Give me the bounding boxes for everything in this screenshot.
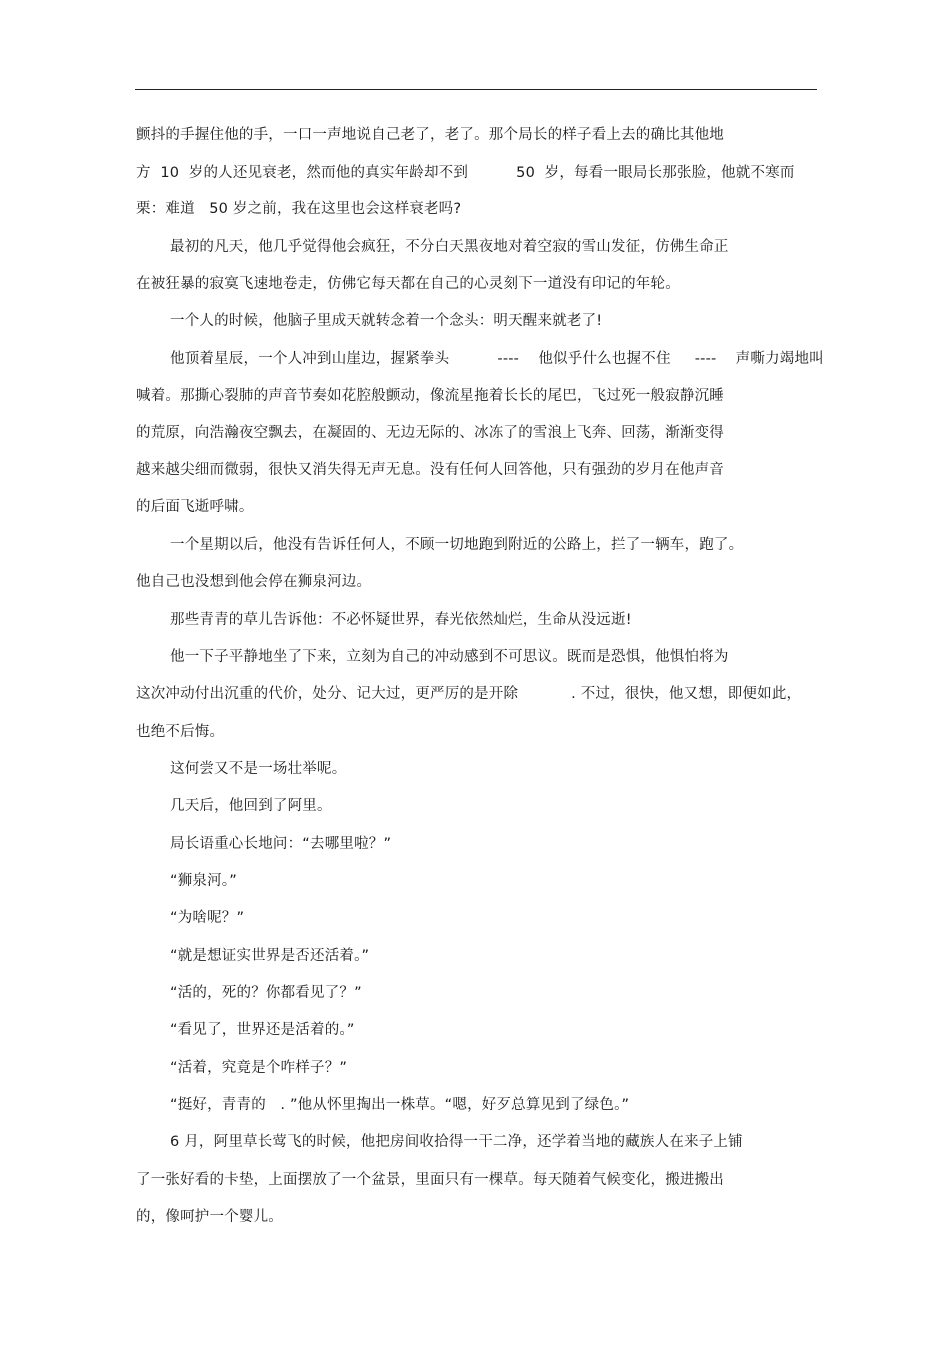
text-line: 他一下子平静地坐了下来，立刻为自己的冲动感到不可思议。既而是恐惧，他惧怕将为 — [170, 649, 729, 665]
text-line: 越来越尖细而微弱，很快又消失得无声无息。没有任何人回答他，只有强劲的岁月在他声音 — [136, 462, 724, 478]
text-line: “挺好，青青的 . ”他从怀里掏出一株草。“嗯，好歹总算见到了绿色。” — [170, 1097, 630, 1113]
text-line: 6 月，阿里草长莺飞的时候，他把房间收拾得一干二净，还学着当地的藏族人在来子上铺 — [170, 1134, 743, 1150]
text-line: “就是想证实世界是否还活着。” — [170, 948, 370, 964]
text-line: 最初的凡天，他几乎觉得他会疯狂，不分白天黑夜地对着空寂的雪山发征，仿佛生命正 — [170, 239, 729, 255]
text-line: “活的，死的？你都看见了？” — [170, 985, 362, 1001]
text-line: “看见了，世界还是活着的。” — [170, 1022, 355, 1038]
header-rule — [135, 89, 817, 90]
text-line: 一个人的时候，他脑子里成天就转念着一个念头：明天醒来就老了! — [170, 313, 603, 329]
text-line: 栗：难道 50 岁之前，我在这里也会这样衰老吗? — [136, 201, 462, 217]
text-line: 那些青青的草儿告诉他：不必怀疑世界，春光依然灿烂，生命从没远逝! — [170, 612, 632, 628]
text-line: 喊着。那撕心裂肺的声音节奏如花腔般颤动，像流星拖着长长的尾巴，飞过死一般寂静沉睡 — [136, 388, 724, 404]
text-line: 颤抖的手握住他的手，一口一声地说自己老了，老了。那个局长的样子看上去的确比其他地 — [136, 127, 724, 143]
text-line: 的后面飞逝呼啸。 — [136, 499, 254, 515]
text-line: 也绝不后悔。 — [136, 724, 225, 740]
text-line: “狮泉河。” — [170, 873, 237, 889]
text-line: 这次冲动付出沉重的代价，处分、记大过，更严厉的是开除 . 不过，很快，他又想，即便如此， — [136, 686, 802, 702]
text-line: 几天后，他回到了阿里。 — [170, 798, 332, 814]
text-line: 的荒原，向浩瀚夜空飘去，在凝固的、无边无际的、冰冻了的雪浪上飞奔、回荡，渐渐变得 — [136, 425, 724, 441]
text-line: “活着，究竟是个咋样子？” — [170, 1060, 348, 1076]
text-line: “为啥呢？” — [170, 910, 245, 926]
text-line: 了一张好看的卡垫，上面摆放了一个盆景，里面只有一棵草。每天随着气候变化，搬进搬出 — [136, 1172, 724, 1188]
text-line: 一个星期以后，他没有告诉任何人，不顾一切地跑到附近的公路上，拦了一辆车，跑了。 — [170, 537, 744, 553]
text-line: 局长语重心长地问：“去哪里啦？” — [170, 836, 392, 852]
text-line: 方 10 岁的人还见衰老，然而他的真实年龄却不到 50 岁，每看一眼局长那张脸，他就不寒而 — [136, 165, 795, 181]
text-line: 他自己也没想到他会停在狮泉河边。 — [136, 574, 372, 590]
text-line: 他顶着星辰，一个人冲到山崖边，握紧拳头 ---- 他似乎什么也握不住 ---- 声嘶力竭地叫 — [170, 351, 824, 367]
text-line: 这何尝又不是一场壮举呢。 — [170, 761, 347, 777]
text-line: 的，像呵护一个婴儿。 — [136, 1209, 283, 1225]
text-line: 在被狂暴的寂寞飞速地卷走，仿佛它每天都在自己的心灵刻下一道没有印记的年轮。 — [136, 276, 680, 292]
